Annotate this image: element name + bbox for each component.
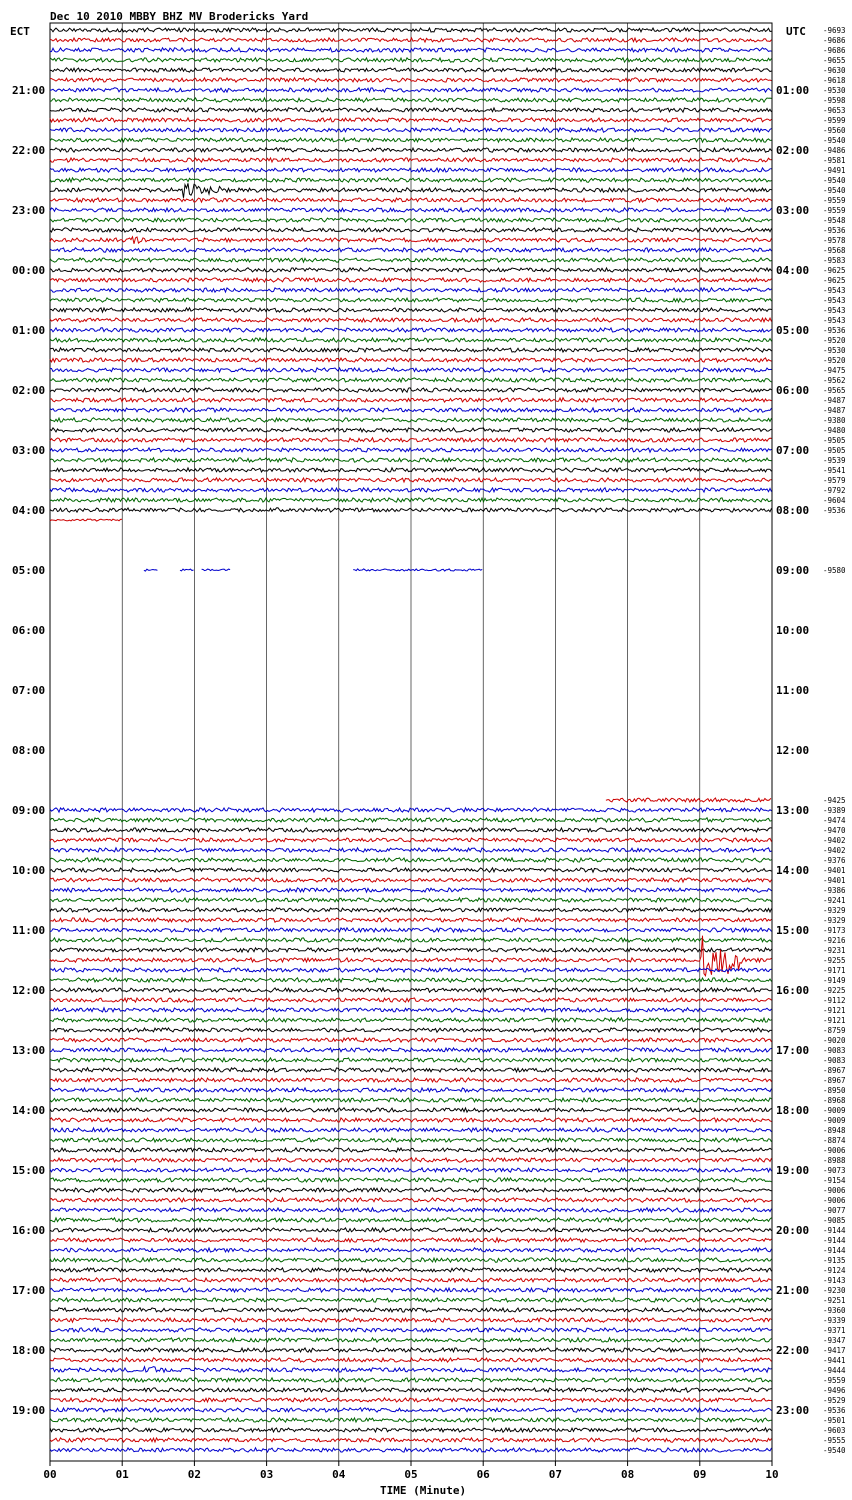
trace-offset-label: -9530 bbox=[823, 86, 846, 95]
trace-offset-label: -9693 bbox=[823, 26, 846, 35]
trace-offset-label: -9536 bbox=[823, 326, 846, 335]
trace-offset-label: -9112 bbox=[823, 996, 846, 1005]
trace-offset-label: -9578 bbox=[823, 236, 846, 245]
trace-offset-label: -9568 bbox=[823, 246, 846, 255]
trace-offset-label: -9625 bbox=[823, 276, 846, 285]
trace-offset-label: -9006 bbox=[823, 1146, 846, 1155]
seismic-trace-fragment bbox=[144, 569, 158, 571]
trace-offset-label: -9487 bbox=[823, 396, 846, 405]
utc-hour-label: 14:00 bbox=[776, 864, 810, 877]
trace-offset-label: -9539 bbox=[823, 456, 846, 465]
ect-hour-label: 11:00 bbox=[12, 924, 46, 937]
trace-offset-label: -9121 bbox=[823, 1016, 846, 1025]
trace-offset-label: -9339 bbox=[823, 1316, 846, 1325]
trace-offset-label: -9389 bbox=[823, 806, 846, 815]
trace-offset-label: -9376 bbox=[823, 856, 846, 865]
trace-offset-label: -9143 bbox=[823, 1276, 846, 1285]
x-tick-label: 01 bbox=[115, 1468, 129, 1481]
x-tick-label: 03 bbox=[259, 1468, 274, 1481]
trace-offset-label: -9536 bbox=[823, 506, 846, 515]
x-tick-label: 00 bbox=[43, 1468, 57, 1481]
trace-offset-label: -9402 bbox=[823, 836, 846, 845]
trace-offset-label: -9020 bbox=[823, 1036, 846, 1045]
trace-offset-label: -9144 bbox=[823, 1246, 846, 1255]
trace-offset-label: -9505 bbox=[823, 436, 846, 445]
trace-offset-label: -9121 bbox=[823, 1006, 846, 1015]
seismic-trace-fragment bbox=[180, 569, 194, 571]
trace-offset-label: -9347 bbox=[823, 1336, 846, 1345]
trace-offset-label: -9540 bbox=[823, 176, 846, 185]
trace-offset-label: -9231 bbox=[823, 946, 846, 955]
trace-offset-label: -9555 bbox=[823, 1436, 846, 1445]
x-tick-label: 02 bbox=[187, 1468, 202, 1481]
trace-offset-label: -9565 bbox=[823, 386, 846, 395]
chart-title: Dec 10 2010 MBBY BHZ MV Brodericks Yard bbox=[50, 10, 309, 23]
trace-offset-label: -9360 bbox=[823, 1306, 846, 1315]
trace-offset-label: -9171 bbox=[823, 966, 846, 975]
utc-hour-label: 01:00 bbox=[776, 84, 810, 97]
ect-hour-label: 16:00 bbox=[12, 1224, 46, 1237]
trace-offset-label: -9173 bbox=[823, 926, 846, 935]
trace-offset-label: -9154 bbox=[823, 1176, 846, 1185]
utc-hour-label: 13:00 bbox=[776, 804, 810, 817]
trace-offset-label: -9562 bbox=[823, 376, 846, 385]
ect-hour-label: 13:00 bbox=[12, 1044, 46, 1057]
ect-hour-label: 12:00 bbox=[12, 984, 46, 997]
seismic-trace bbox=[50, 519, 122, 521]
x-axis-label: TIME (Minute) bbox=[380, 1484, 467, 1497]
trace-offset-label: -9520 bbox=[823, 356, 846, 365]
trace-offset-label: -9543 bbox=[823, 316, 846, 325]
trace-offset-label: -9077 bbox=[823, 1206, 846, 1215]
utc-hour-label: 03:00 bbox=[776, 204, 810, 217]
utc-axis-label: UTC bbox=[786, 25, 806, 38]
trace-offset-label: -8759 bbox=[823, 1026, 846, 1035]
trace-offset-label: -9009 bbox=[823, 1106, 846, 1115]
trace-offset-label: -9560 bbox=[823, 126, 846, 135]
trace-offset-label: -9083 bbox=[823, 1046, 846, 1055]
utc-hour-label: 21:00 bbox=[776, 1284, 810, 1297]
ect-hour-label: 02:00 bbox=[12, 384, 46, 397]
trace-offset-label: -9598 bbox=[823, 96, 846, 105]
ect-hour-label: 01:00 bbox=[12, 324, 46, 337]
trace-offset-label: -9124 bbox=[823, 1266, 846, 1275]
trace-offset-label: -8950 bbox=[823, 1086, 846, 1095]
trace-offset-label: -9540 bbox=[823, 186, 846, 195]
trace-offset-label: -9583 bbox=[823, 256, 846, 265]
trace-offset-label: -9441 bbox=[823, 1356, 846, 1365]
x-tick-label: 08 bbox=[620, 1468, 635, 1481]
seismic-trace bbox=[606, 798, 771, 802]
utc-hour-label: 07:00 bbox=[776, 444, 810, 457]
ect-hour-label: 05:00 bbox=[12, 564, 46, 577]
trace-offset-label: -9686 bbox=[823, 36, 846, 45]
trace-offset-label: -9402 bbox=[823, 846, 846, 855]
utc-hour-label: 23:00 bbox=[776, 1404, 810, 1417]
trace-offset-label: -9371 bbox=[823, 1326, 846, 1335]
ect-hour-label: 18:00 bbox=[12, 1344, 46, 1357]
trace-offset-label: -9486 bbox=[823, 146, 846, 155]
trace-offset-label: -9480 bbox=[823, 426, 846, 435]
trace-offset-label: -9580 bbox=[823, 566, 846, 575]
trace-offset-label: -9603 bbox=[823, 1426, 846, 1435]
trace-offset-label: -9470 bbox=[823, 826, 846, 835]
ect-hour-label: 14:00 bbox=[12, 1104, 46, 1117]
trace-offset-label: -9505 bbox=[823, 446, 846, 455]
trace-offset-label: -9543 bbox=[823, 286, 846, 295]
trace-offset-label: -9009 bbox=[823, 1116, 846, 1125]
x-tick-label: 10 bbox=[765, 1468, 779, 1481]
trace-offset-label: -9255 bbox=[823, 956, 846, 965]
trace-offset-label: -9543 bbox=[823, 306, 846, 315]
trace-offset-label: -8948 bbox=[823, 1126, 846, 1135]
trace-offset-label: -9543 bbox=[823, 296, 846, 305]
ect-hour-label: 04:00 bbox=[12, 504, 46, 517]
trace-offset-label: -8967 bbox=[823, 1076, 846, 1085]
trace-offset-label: -9144 bbox=[823, 1226, 846, 1235]
trace-offset-label: -9006 bbox=[823, 1196, 846, 1205]
x-tick-label: 09 bbox=[693, 1468, 707, 1481]
trace-offset-label: -9548 bbox=[823, 216, 846, 225]
utc-hour-label: 20:00 bbox=[776, 1224, 810, 1237]
trace-offset-label: -9530 bbox=[823, 346, 846, 355]
trace-offset-label: -9329 bbox=[823, 916, 846, 925]
utc-hour-label: 19:00 bbox=[776, 1164, 810, 1177]
trace-offset-label: -9401 bbox=[823, 866, 846, 875]
trace-offset-label: -9599 bbox=[823, 116, 846, 125]
utc-hour-label: 17:00 bbox=[776, 1044, 810, 1057]
utc-hour-label: 02:00 bbox=[776, 144, 810, 157]
ect-hour-label: 15:00 bbox=[12, 1164, 46, 1177]
trace-offset-label: -9653 bbox=[823, 106, 846, 115]
trace-offset-label: -9604 bbox=[823, 496, 846, 505]
trace-offset-label: -9559 bbox=[823, 206, 846, 215]
x-tick-label: 04 bbox=[332, 1468, 346, 1481]
x-tick-label: 05 bbox=[404, 1468, 418, 1481]
trace-offset-label: -9559 bbox=[823, 196, 846, 205]
trace-offset-label: -9144 bbox=[823, 1236, 846, 1245]
trace-offset-label: -9792 bbox=[823, 486, 846, 495]
ect-axis-label: ECT bbox=[10, 25, 30, 38]
trace-offset-label: -9581 bbox=[823, 156, 846, 165]
trace-offset-label: -8967 bbox=[823, 1066, 846, 1075]
trace-offset-label: -9655 bbox=[823, 56, 846, 65]
trace-offset-label: -9329 bbox=[823, 906, 846, 915]
trace-offset-label: -9559 bbox=[823, 1376, 846, 1385]
trace-offset-label: -9520 bbox=[823, 336, 846, 345]
trace-offset-label: -9425 bbox=[823, 796, 846, 805]
trace-offset-label: -9225 bbox=[823, 986, 846, 995]
trace-offset-label: -9491 bbox=[823, 166, 846, 175]
trace-offset-label: -9386 bbox=[823, 886, 846, 895]
trace-offset-label: -8874 bbox=[823, 1136, 846, 1145]
trace-offset-label: -9540 bbox=[823, 136, 846, 145]
utc-hour-label: 15:00 bbox=[776, 924, 810, 937]
trace-offset-label: -9241 bbox=[823, 896, 846, 905]
utc-hour-label: 11:00 bbox=[776, 684, 810, 697]
ect-hour-label: 07:00 bbox=[12, 684, 46, 697]
ect-hour-label: 08:00 bbox=[12, 744, 46, 757]
trace-offset-label: -9149 bbox=[823, 976, 846, 985]
ect-hour-label: 06:00 bbox=[12, 624, 46, 637]
trace-offset-label: -9529 bbox=[823, 1396, 846, 1405]
trace-offset-label: -9083 bbox=[823, 1056, 846, 1065]
trace-offset-label: -9686 bbox=[823, 46, 846, 55]
trace-offset-label: -9251 bbox=[823, 1296, 846, 1305]
trace-offset-label: -9475 bbox=[823, 366, 846, 375]
trace-offset-label: -9536 bbox=[823, 1406, 846, 1415]
seismic-trace-fragment bbox=[202, 569, 231, 571]
ect-hour-label: 19:00 bbox=[12, 1404, 46, 1417]
trace-offset-label: -9085 bbox=[823, 1216, 846, 1225]
utc-hour-label: 12:00 bbox=[776, 744, 810, 757]
trace-offset-label: -9618 bbox=[823, 76, 846, 85]
trace-offset-label: -9380 bbox=[823, 416, 846, 425]
trace-offset-label: -9216 bbox=[823, 936, 846, 945]
utc-hour-label: 05:00 bbox=[776, 324, 810, 337]
trace-offset-label: -9401 bbox=[823, 876, 846, 885]
trace-offset-label: -9073 bbox=[823, 1166, 846, 1175]
trace-offset-label: -9444 bbox=[823, 1366, 846, 1375]
utc-hour-label: 06:00 bbox=[776, 384, 810, 397]
trace-offset-label: -9230 bbox=[823, 1286, 846, 1295]
trace-offset-label: -9487 bbox=[823, 406, 846, 415]
trace-offset-label: -8988 bbox=[823, 1156, 846, 1165]
ect-hour-label: 21:00 bbox=[12, 84, 46, 97]
trace-offset-label: -9006 bbox=[823, 1186, 846, 1195]
trace-offset-label: -9579 bbox=[823, 476, 846, 485]
ect-hour-label: 09:00 bbox=[12, 804, 46, 817]
ect-hour-label: 10:00 bbox=[12, 864, 46, 877]
trace-offset-label: -9501 bbox=[823, 1416, 846, 1425]
seismic-trace-fragment bbox=[353, 569, 482, 571]
trace-offset-label: -9135 bbox=[823, 1256, 846, 1265]
trace-offset-label: -9417 bbox=[823, 1346, 846, 1355]
trace-offset-label: -9496 bbox=[823, 1386, 846, 1395]
x-tick-label: 07 bbox=[548, 1468, 563, 1481]
ect-hour-label: 17:00 bbox=[12, 1284, 46, 1297]
utc-hour-label: 16:00 bbox=[776, 984, 810, 997]
utc-hour-label: 08:00 bbox=[776, 504, 810, 517]
ect-hour-label: 00:00 bbox=[12, 264, 46, 277]
trace-offset-label: -9625 bbox=[823, 266, 846, 275]
trace-offset-label: -9474 bbox=[823, 816, 846, 825]
x-tick-label: 06 bbox=[476, 1468, 490, 1481]
trace-offset-label: -9630 bbox=[823, 66, 846, 75]
utc-hour-label: 09:00 bbox=[776, 564, 810, 577]
trace-offset-label: -9541 bbox=[823, 466, 846, 475]
utc-hour-label: 18:00 bbox=[776, 1104, 810, 1117]
ect-hour-label: 03:00 bbox=[12, 444, 46, 457]
utc-hour-label: 10:00 bbox=[776, 624, 810, 637]
trace-offset-label: -8968 bbox=[823, 1096, 846, 1105]
trace-offset-label: -9536 bbox=[823, 226, 846, 235]
ect-hour-label: 22:00 bbox=[12, 144, 46, 157]
ect-hour-label: 23:00 bbox=[12, 204, 46, 217]
trace-offset-label: -9540 bbox=[823, 1446, 846, 1455]
utc-hour-label: 04:00 bbox=[776, 264, 810, 277]
utc-hour-label: 22:00 bbox=[776, 1344, 810, 1357]
